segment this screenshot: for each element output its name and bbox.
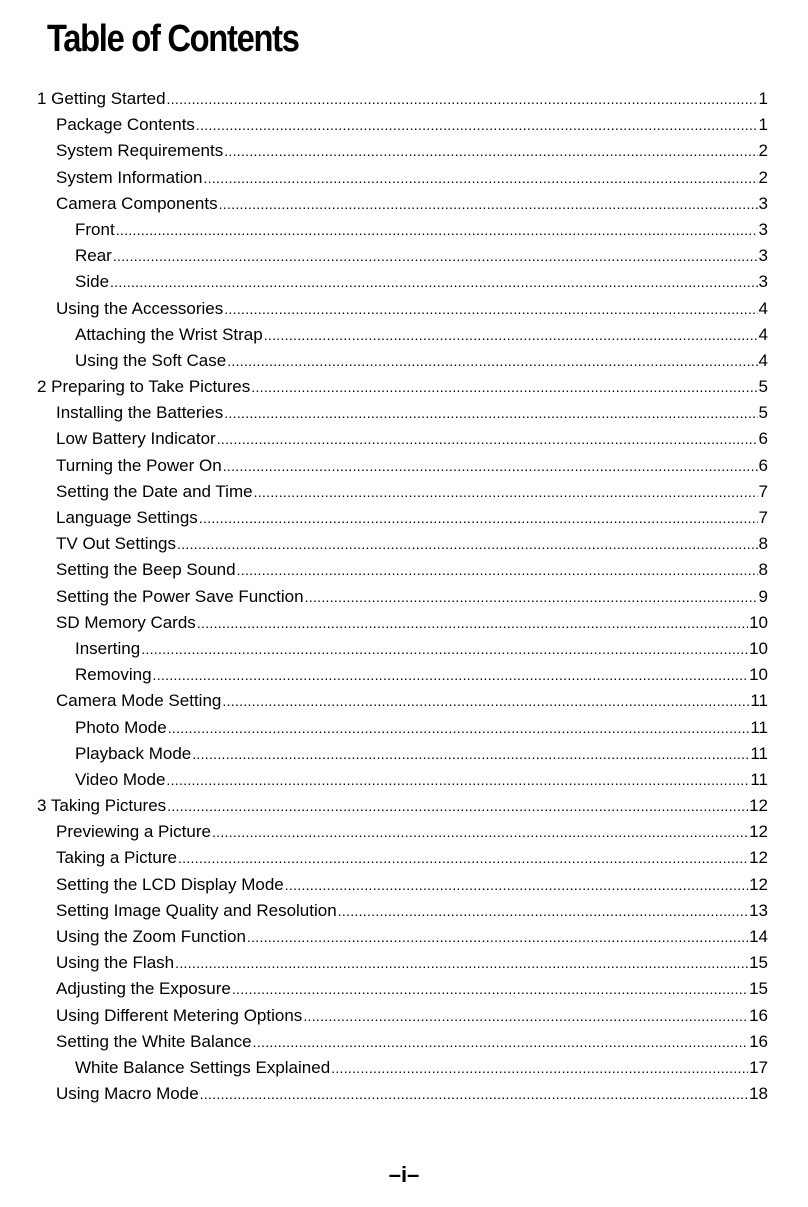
- toc-dot-leader: [331, 1055, 748, 1081]
- toc-entry-label: Installing the Batteries: [56, 403, 224, 423]
- toc-entry-page: 8: [758, 534, 768, 554]
- toc-entry-label: Front: [75, 219, 115, 239]
- toc-entry-label: Using Macro Mode: [56, 1084, 199, 1104]
- toc-dot-leader: [200, 1081, 748, 1107]
- toc-entry-page: 4: [758, 298, 768, 318]
- toc-entry-page: 10: [749, 638, 768, 658]
- toc-entry-label: TV Out Settings: [56, 534, 176, 554]
- toc-entry-label: SD Memory Cards: [56, 612, 196, 632]
- toc-entry-label: Using Different Metering Options: [56, 1005, 303, 1025]
- toc-entry-page: 5: [758, 377, 768, 397]
- toc-dot-leader: [232, 976, 748, 1002]
- toc-entry[interactable]: [0, 426, 808, 452]
- toc-dot-leader: [253, 1029, 748, 1055]
- toc-entry-page: 12: [749, 874, 768, 894]
- toc-entry-page: 11: [750, 691, 768, 711]
- toc-entry-page: 12: [749, 848, 768, 868]
- toc-entry[interactable]: [0, 191, 808, 217]
- toc-entry[interactable]: [0, 898, 808, 924]
- toc-dot-leader: [177, 531, 758, 557]
- toc-entry-label: Using the Zoom Function: [56, 927, 246, 946]
- toc-entry[interactable]: [0, 715, 808, 741]
- toc-dot-leader: [192, 741, 749, 767]
- toc-entry[interactable]: [0, 636, 808, 662]
- toc-entry[interactable]: [0, 662, 808, 688]
- toc-dot-leader: [116, 217, 758, 243]
- toc-dot-leader: [227, 348, 757, 374]
- toc-dot-leader: [196, 112, 758, 138]
- toc-entry[interactable]: [0, 112, 808, 138]
- toc-dot-leader: [168, 715, 750, 741]
- toc-dot-leader: [222, 688, 749, 714]
- toc-dot-leader: [224, 296, 757, 322]
- toc-entry[interactable]: [0, 400, 808, 426]
- toc-entry-page: 7: [758, 508, 768, 527]
- toc-dot-leader: [212, 819, 748, 845]
- toc-entry-page: 3: [758, 272, 768, 292]
- toc-entry-label: Inserting: [75, 638, 141, 658]
- toc-entry[interactable]: [0, 610, 808, 636]
- toc-entry[interactable]: [0, 374, 808, 400]
- toc-entry[interactable]: [0, 950, 808, 976]
- toc-entry-label: Package Contents: [56, 115, 195, 135]
- toc-dot-leader: [113, 243, 758, 269]
- page-number: –i–: [388, 1162, 420, 1187]
- toc-entry[interactable]: [0, 767, 808, 793]
- toc-entry-page: 15: [749, 953, 768, 973]
- toc-entry[interactable]: [0, 269, 808, 295]
- toc-entry[interactable]: [0, 165, 808, 191]
- toc-dot-leader: [217, 426, 758, 452]
- toc-dot-leader: [166, 767, 749, 793]
- toc-entry[interactable]: [0, 924, 808, 950]
- toc-entry-label: Setting the Date and Time: [56, 481, 253, 501]
- toc-entry-page: 11: [750, 769, 768, 789]
- toc-entry-page: 5: [758, 403, 768, 423]
- toc-dot-leader: [264, 322, 758, 348]
- toc-entry-label: Camera Mode Setting: [56, 691, 222, 711]
- toc-entry-label: Adjusting the Exposure: [56, 979, 231, 999]
- table-of-contents: [0, 86, 808, 1107]
- toc-entry-page: 9: [758, 586, 768, 606]
- toc-entry-label: Language Settings: [56, 508, 198, 527]
- toc-dot-leader: [247, 924, 748, 950]
- toc-entry-page: 13: [749, 900, 768, 920]
- toc-entry-page: 16: [749, 1031, 768, 1051]
- toc-dot-leader: [167, 793, 748, 819]
- toc-entry-label: Video Mode: [75, 769, 166, 789]
- toc-entry-page: 1: [758, 89, 768, 108]
- toc-entry[interactable]: [0, 1003, 808, 1029]
- toc-entry[interactable]: [0, 688, 808, 714]
- toc-dot-leader: [223, 453, 758, 479]
- toc-entry[interactable]: [0, 793, 808, 819]
- toc-entry-page: 3: [758, 193, 768, 213]
- toc-entry-page: 14: [749, 927, 768, 946]
- toc-dot-leader: [254, 479, 758, 505]
- toc-entry-label: Using the Soft Case: [75, 350, 227, 370]
- toc-entry-page: 11: [750, 717, 768, 737]
- toc-entry-label: Camera Components: [56, 193, 218, 213]
- toc-dot-leader: [197, 610, 748, 636]
- toc-entry-page: 6: [758, 429, 768, 449]
- toc-dot-leader: [224, 138, 757, 164]
- toc-entry-page: 11: [750, 743, 768, 763]
- toc-entry[interactable]: [0, 557, 808, 583]
- toc-dot-leader: [338, 898, 748, 924]
- toc-entry-label: Using the Accessories: [56, 298, 224, 318]
- toc-entry-label: Playback Mode: [75, 743, 192, 763]
- toc-entry[interactable]: [0, 217, 808, 243]
- toc-dot-leader: [178, 845, 748, 871]
- toc-entry-page: 3: [758, 219, 768, 239]
- toc-entry[interactable]: [0, 243, 808, 269]
- toc-entry-label: Photo Mode: [75, 717, 167, 737]
- toc-entry-page: 3: [758, 246, 768, 266]
- toc-entry[interactable]: [0, 584, 808, 610]
- toc-entry-label: 2 Preparing to Take Pictures: [37, 377, 251, 397]
- toc-dot-leader: [175, 950, 748, 976]
- toc-entry[interactable]: [0, 322, 808, 348]
- toc-dot-leader: [237, 557, 758, 583]
- toc-entry-label: Turning the Power On: [56, 455, 222, 475]
- toc-dot-leader: [110, 269, 758, 295]
- toc-dot-leader: [141, 636, 748, 662]
- toc-entry-label: 1 Getting Started: [37, 89, 166, 108]
- toc-entry-label: Setting Image Quality and Resolution: [56, 900, 337, 920]
- toc-entry-label: Previewing a Picture: [56, 822, 211, 842]
- page-title: Table of Contents: [47, 18, 299, 60]
- toc-entry-label: Rear: [75, 246, 112, 266]
- toc-entry[interactable]: [0, 741, 808, 767]
- toc-entry[interactable]: [0, 296, 808, 322]
- toc-entry-label: Using the Flash: [56, 953, 175, 973]
- toc-entry-page: 2: [758, 167, 768, 187]
- toc-entry-label: System Information: [56, 167, 203, 187]
- toc-entry-label: Side: [75, 272, 110, 292]
- toc-entry-page: 4: [758, 324, 768, 344]
- toc-entry[interactable]: [0, 845, 808, 871]
- toc-entry[interactable]: [0, 505, 808, 531]
- toc-dot-leader: [219, 191, 758, 217]
- toc-dot-leader: [167, 86, 758, 112]
- toc-dot-leader: [303, 1003, 748, 1029]
- toc-entry-page: 10: [749, 665, 768, 685]
- toc-entry-page: 18: [749, 1084, 768, 1104]
- toc-entry-label: Setting the White Balance: [56, 1031, 252, 1051]
- toc-entry-label: Setting the Power Save Function: [56, 586, 304, 606]
- toc-entry-page: 12: [749, 822, 768, 842]
- toc-entry[interactable]: [0, 1055, 808, 1081]
- toc-dot-leader: [224, 400, 757, 426]
- toc-dot-leader: [199, 505, 758, 531]
- toc-entry-page: 12: [749, 796, 768, 816]
- toc-entry[interactable]: [0, 819, 808, 845]
- toc-entry-page: 6: [758, 455, 768, 475]
- toc-entry-page: 10: [749, 612, 768, 632]
- toc-dot-leader: [251, 374, 757, 400]
- toc-dot-leader: [203, 165, 757, 191]
- toc-entry-page: 7: [758, 481, 768, 501]
- toc-entry[interactable]: [0, 872, 808, 898]
- toc-entry-label: Attaching the Wrist Strap: [75, 324, 263, 344]
- toc-entry-label: System Requirements: [56, 141, 224, 161]
- toc-entry-page: 8: [758, 560, 768, 580]
- toc-entry[interactable]: [0, 479, 808, 505]
- toc-entry-page: 2: [758, 141, 768, 161]
- toc-entry[interactable]: [0, 453, 808, 479]
- toc-dot-leader: [305, 584, 758, 610]
- toc-entry[interactable]: [0, 1029, 808, 1055]
- toc-entry-label: Removing: [75, 665, 152, 685]
- toc-entry-page: 15: [749, 979, 768, 999]
- toc-entry-label: 3 Taking Pictures: [37, 796, 167, 816]
- toc-entry-label: Low Battery Indicator: [56, 429, 216, 449]
- toc-dot-leader: [285, 872, 748, 898]
- toc-entry-page: 16: [749, 1005, 768, 1025]
- toc-entry[interactable]: [0, 86, 808, 112]
- toc-entry[interactable]: [0, 348, 808, 374]
- toc-entry-page: 4: [758, 350, 768, 370]
- toc-dot-leader: [153, 662, 749, 688]
- toc-entry-label: Setting the Beep Sound: [56, 560, 236, 580]
- toc-entry[interactable]: [0, 976, 808, 1002]
- toc-entry-label: White Balance Settings Explained: [75, 1057, 331, 1077]
- toc-entry[interactable]: [0, 531, 808, 557]
- toc-entry[interactable]: [0, 1081, 808, 1107]
- toc-entry-page: 1: [758, 115, 768, 135]
- toc-entry-label: Taking a Picture: [56, 848, 177, 868]
- toc-entry[interactable]: [0, 138, 808, 164]
- toc-entry-page: 17: [749, 1057, 768, 1077]
- toc-entry-label: Setting the LCD Display Mode: [56, 874, 284, 894]
